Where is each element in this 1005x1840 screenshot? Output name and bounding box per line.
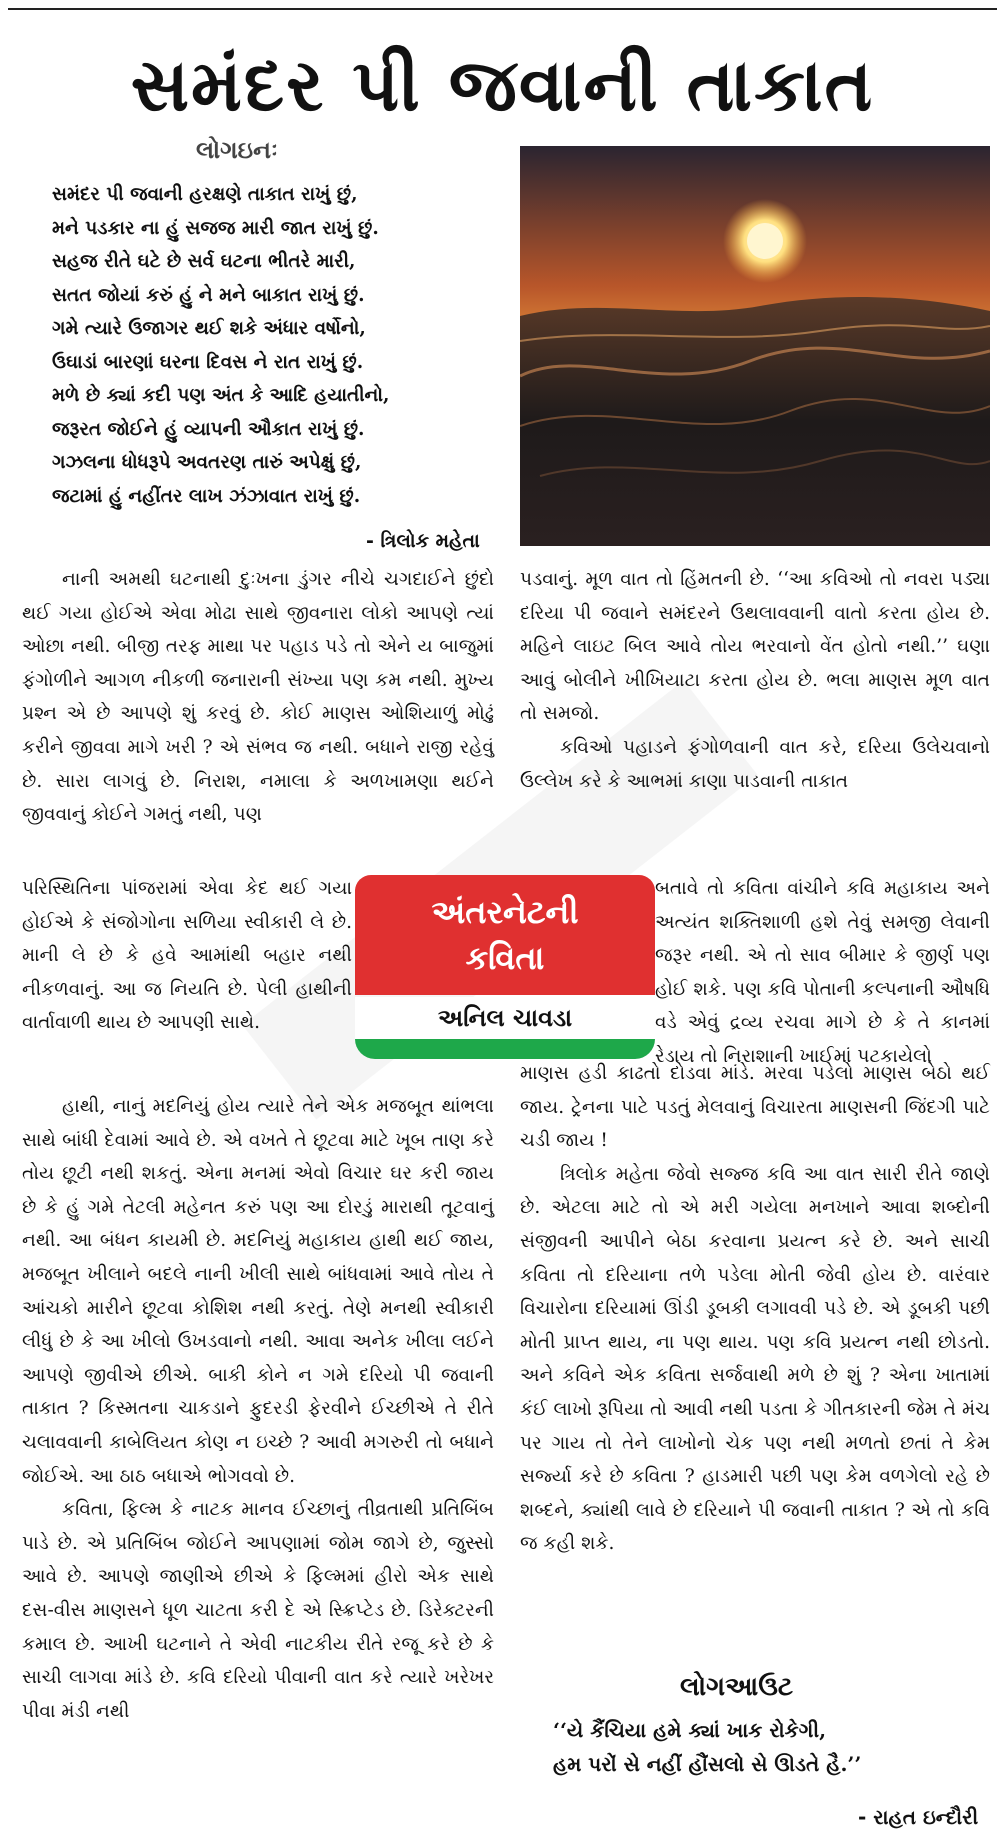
article-left-top <box>22 563 494 832</box>
badge-green-bar <box>355 1039 655 1059</box>
paragraph: પરિસ્થિતિના પાંજરામાં એવા કેદ થઈ ગયા હોઈએ કે સંજોગોના સળિયા સ્વીકારી લે છે. માની લે છે કે હવે આમાંથી બહાર નથી નીકળવાનું. આ જ નિયતિ છે. પેલી હાથીની વાર્તાવાળી થાય છે આપણી સાથે. <box>22 878 352 1034</box>
badge-author: અનિલ ચાવડા <box>355 997 655 1039</box>
article-right-bottom <box>520 1057 990 1561</box>
poem-line: જટામાં હું નહીંતર લાખ ઝંઝાવાત રાખું છું. <box>52 485 361 507</box>
poem-line: ઉઘાડાં બારણાં ઘરના દિવસ ને રાત રાખું છું. <box>52 351 364 373</box>
poem-line: મને પડકાર ના હું સજજ મારી જાત રાખું છું. <box>52 217 379 239</box>
paragraph: નાની અમથી ઘટનાથી દુઃખના ડુંગર નીચે ચગદાઈને છુંદો થઈ ગયા હોઈએ એવા મોઢા સાથે જીવનારા લોકો આપણે ત્યાં ઓછા નથી. બીજી તરફ માથા પર પહાડ પડે તો એને ય બાજુમાં ફંગોળીને આગળ નીકળી જનારાની સંખ્યા પણ કમ નથી. મુખ્ય પ્રશ્ન એ છે આપણે શું કરવું છે. કોઈ માણસ ઓશિયાળું મોઢું કરીને જીવવા માગે ખરી ? એ સંભવ જ નથી. બધાને રાજી રહેવું છે. સારા લાગવું છે. નિરાશ, નમાલા કે અળખામણા થઈને જીવવાનું કોઈને ગમતું નથી, પણ <box>22 569 494 826</box>
logout-quote <box>553 1713 861 1781</box>
poem <box>52 178 492 513</box>
poem-author: - ત્રિલોક મહેતા <box>366 530 480 552</box>
poem-line: ગઝલના ધોધરૂપે અવતરણ તારું અપેક્ષું છું, <box>52 452 362 473</box>
article-left-bottom <box>22 1090 494 1728</box>
paragraph: કવિતા, ફિલ્મ કે નાટક માનવ ઈચ્છાનું તીવ્રતાથી પ્રતિબિંબ પાડે છે. એ પ્રતિબિંબ જોઈને આપણામાં જોમ જાગે છે, જુસ્સો આવે છે. આપણે જાણીએ છીએ કે ફિલ્મમાં હીરો એક સાથે દસ-વીસ માણસને ધૂળ ચાટતા કરી દે એ સ્ક્રિપ્ટેડ છે. ડિરેક્ટરની કમાલ છે. આખી ઘટનાને તે એવી નાટકીય રીતે રજૂ કરે છે કે સાચી લાગવા માંડે છે. કવિ દરિયો પીવાની વાત કરે ત્યારે ખરેખર પીવા મંડી નથી <box>22 1499 494 1722</box>
badge-title-line2: કવિતા <box>465 939 545 977</box>
poem-line: ગમે ત્યારે ઉજાગર થઈ શકે અંધાર વર્ષોનો, <box>52 318 366 339</box>
article-right-top <box>520 563 990 798</box>
paragraph: કવિઓ પહાડને ફંગોળવાની વાત કરે, દરિયા ઉલેચવાનો ઉલ્લેખ કરે કે આભમાં કાણા પાડવાની તાકાત <box>520 736 990 792</box>
quote-line: હમ પરોં સે નહીં હૌંસલો સે ઊડતે હૈ.’’ <box>553 1752 862 1776</box>
column-badge <box>355 875 655 1060</box>
paragraph: ત્રિલોક મહેતા જેવો સજ્જ કવિ આ વાત સારી રીતે જાણે છે. એટલા માટે તો એ મરી ગયેલા મનખાને આવા શબ્દોની સંજીવની આપીને બેઠા કરવાના પ્રયત્ન કરે છે. અને સાચી કવિતા તો દરિયાના તળે પડેલા મોતી જેવી હોય છે. વારંવાર વિચારોના દરિયામાં ઊંડી ડૂબકી લગાવવી પડે છે. એ ડૂબકી પછી મોતી પ્રાપ્ત થાય, ના પણ થાય. પણ કવિ પ્રયત્ન નથી છોડતો. અને કવિને એક કવિતા સર્જવાથી મળે છે શું ? એના ખાતામાં કંઈ લાખો રૂપિયા તો આવી નથી પડતા કે ગીતકારની જેમ તે મંચ પર ગાય તો તેને લાખોનો ચેક પણ નથી મળતો છતાં તે કેમ સર્જ્યા કરે છે કવિતા ? હાડમારી પછી પણ કેમ વળગેલો રહે છે શબ્દને, ક્યાંથી લાવે છે દરિયાને પી જવાની તાકાત ? એ તો કવિ જ કહી શકે. <box>520 1163 990 1555</box>
poem-line: મળે છે ક્યાં કદી પણ અંત કે આદિ હયાતીનો, <box>52 385 390 406</box>
top-rule <box>8 8 997 10</box>
poem-line: સમંદર પી જવાની હરક્ષણે તાકાત રાખું છું, <box>52 184 358 205</box>
sunset-sea-photo <box>520 146 990 546</box>
badge-title-line1: અંતરનેટની <box>431 893 579 931</box>
paragraph: પડવાનું. મૂળ વાત તો હિંમતની છે. ‘‘આ કવિઓ તો નવરા પડ્યા દરિયા પી જવાને સમંદરને ઉથલાવવાની વાતો કરતા હોય છે. મહિને લાઇટ બિલ આવે તોય ભરવાનો વેંત હોતો નથી.’’ ઘણા આવું બોલીને ખીખિયાટા કરતા હોય છે. ભલા માણસ મૂળ વાત તો સમજો. <box>520 569 990 725</box>
logout-author: - રાહત ઇન્દૌરી <box>858 1805 979 1829</box>
paragraph: હાથી, નાનું મદનિયું હોય ત્યારે તેને એક મજબૂત થાંભલા સાથે બાંધી દેવામાં આવે છે. એ વખતે તે છૂટવા માટે ખૂબ તાણ કરે તોય છૂટી નથી શકતું. એના મનમાં એવો વિચાર ઘર કરી જાય છે કે હું ગમે તેટલી મહેનત કરું પણ આ દોરડું મારાથી તૂટવાનું નથી. આ બંધન કાયમી છે. મદનિયું મહાકાય હાથી થઈ જાય, મજબૂત ખીલાને બદલે નાની ખીલી સાથે બાંધવામાં આવે તોય તે આંચકો મારીને છૂટવા કોશિશ નથી કરતું. તેણે મનથી સ્વીકારી લીધું છે કે આ ખીલો ઉખડવાનો નથી. આવા અનેક ખીલા લઈને આપણે જીવીએ છીએ. બાકી કોને ન ગમે દરિયો પી જવાની તાકાત ? કિસ્મતના ચાકડાને ફુદરડી ફેરવીને ઈચ્છીએ તે રીતે ચલાવવાની કાબેલિયત કોણ ન ઇચ્છે ? આવી મગરુરી તો બધાને જોઈએ. આ ઠાઠ બધાએ ભોગવવો છે. <box>22 1096 494 1487</box>
article-title: સમંદર પી જવાની તાકાત <box>130 43 875 127</box>
poem-line: સતત જોયાં કરું હું ને મને બાકાત રાખું છું. <box>52 284 365 306</box>
poem-line: જરૂરત જોઈને હું વ્યાપની ઔકાત રાખું છું. <box>52 418 365 440</box>
article-left-mid <box>22 872 352 1040</box>
badge-title-block <box>355 875 655 995</box>
logout-label: લોગઆઉટ <box>680 1672 793 1702</box>
quote-line: ‘‘યે કૈંચિયા હમે ક્યાં ખાક રોકેગી, <box>553 1718 827 1742</box>
poem-line: સહજ રીતે ઘટે છે સર્વ ઘટના ભીતરે મારી, <box>52 251 356 272</box>
article-right-mid <box>655 872 990 1074</box>
paragraph: માણસ હડી કાઢતો દોડવા માંડે. મરવા પડેલો માણસ બેઠો થઈ જાય. ટ્રેનના પાટે પડતું મેલવાનું વિચારતા માણસની જિંદગી પાટે ચડી જાય ! <box>520 1063 990 1152</box>
login-label: લોગઇનઃ <box>196 136 278 164</box>
paragraph: બતાવે તો કવિતા વાંચીને કવિ મહાકાય અને અત્યંત શક્તિશાળી હશે તેવું સમજી લેવાની જરૂર નથી. એ તો સાવ બીમાર કે જીર્ણ પણ હોઈ શકે. પણ કવિ પોતાની કલ્પનાની ઔષધિ વડે એવું દ્રવ્ય રચવા માગે છે કે તે કાનમાં રેડાય તો નિરાશાની ખાઈમાં પટકાયેલો <box>655 878 990 1067</box>
